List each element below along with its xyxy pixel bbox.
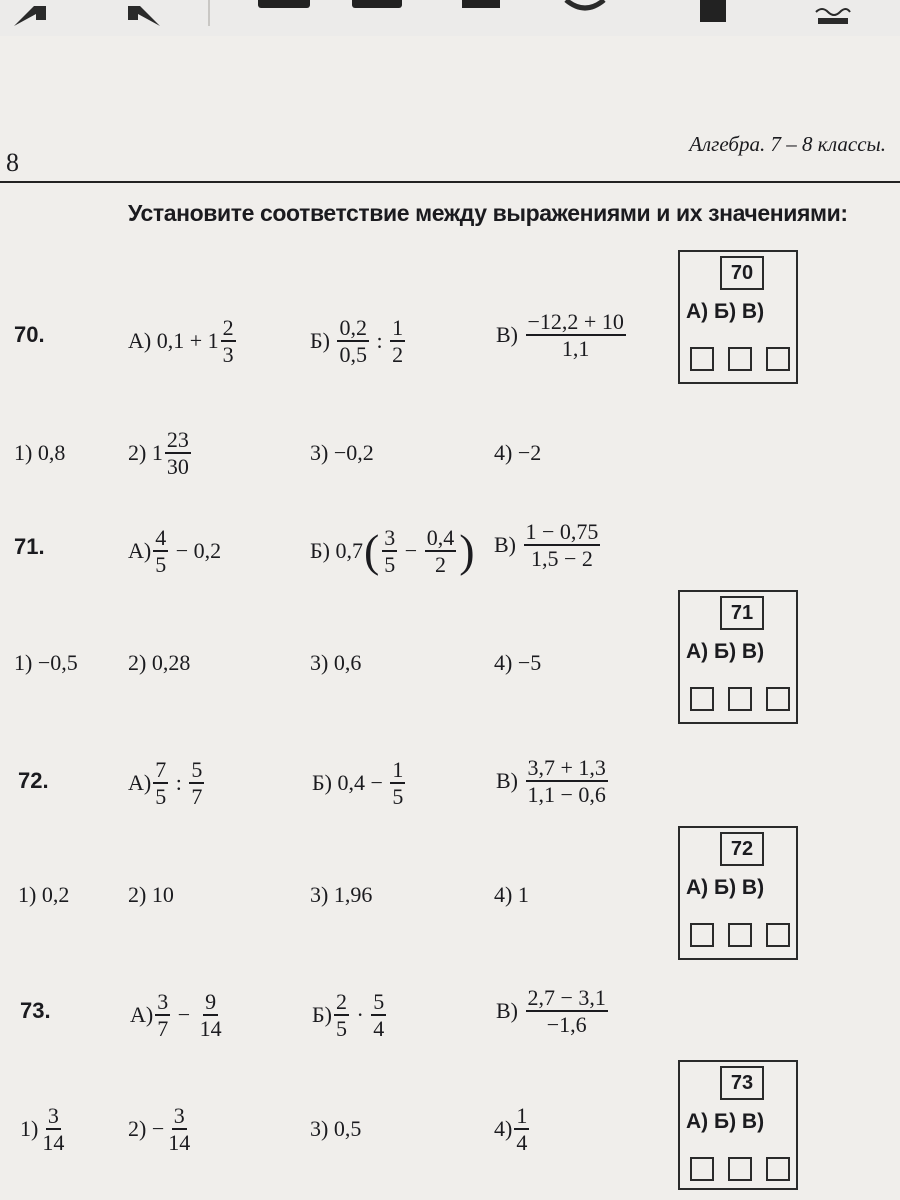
undo-icon[interactable] [6, 0, 56, 28]
answer-box-labels: А) Б) В) [686, 300, 765, 323]
fraction: $\frac{3}{5}$ [384, 524, 396, 577]
expression-a: А) 0,1 + 1 $\frac{2}{3}$ [128, 314, 234, 367]
answer-box-number: 71 [720, 596, 764, 630]
fraction: $\frac{3}{7}$ [157, 988, 169, 1041]
option-2: 2) − $\frac{3}{14}$ [128, 1102, 191, 1155]
fraction: $\frac{2,7 - 3,1}{-1,6}$ [527, 984, 606, 1037]
fraction: $\frac{7}{5}$ [155, 756, 167, 809]
answer-box [678, 1060, 798, 1190]
option-2: 2) 0,28 [128, 650, 191, 675]
expression-v: В) $\frac{1 - 0,75}{1,5 - 2}$ [494, 518, 599, 571]
answer-cell-v[interactable] [766, 347, 790, 371]
expression-a: А) $\frac{7}{5}$ : $\frac{5}{7}$ [128, 756, 203, 809]
option-3: 3) 0,5 [310, 1116, 362, 1141]
instruction-text: Установите соответствие между выражениями и их значениями: [128, 200, 848, 226]
fraction: $\frac{1}{2}$ [392, 314, 404, 367]
answer-options [14, 408, 541, 498]
fraction: $\frac{3,7 + 1,3}{1,1 - 0,6}$ [527, 754, 606, 807]
fraction: $\frac{3}{14}$ [168, 1102, 191, 1155]
fraction: $\frac{2}{5}$ [335, 988, 347, 1041]
fraction: $\frac{5}{7}$ [191, 756, 203, 809]
answer-box-number: 72 [720, 832, 764, 866]
expression-a: А) $\frac{4}{5}$ − 0,2 [128, 524, 222, 577]
fraction: $\frac{4}{5}$ [155, 524, 167, 577]
option-3: 3) −0,2 [310, 440, 374, 465]
fraction: $\frac{1}{5}$ [392, 756, 404, 809]
answer-box-labels: А) Б) В) [686, 640, 765, 663]
answer-cell-v[interactable] [766, 923, 790, 947]
expression-a: А) $\frac{3}{7}$ − $\frac{9}{14}$ [130, 988, 222, 1041]
answer-cell-b[interactable] [728, 687, 752, 711]
fraction: $\frac{-12,2 + 10}{1,1}$ [527, 308, 624, 361]
page-number: 8 [6, 148, 19, 177]
option-4: 4) −5 [494, 650, 542, 675]
fraction: $\frac{1 - 0,75}{1,5 - 2}$ [525, 518, 599, 571]
toolbar-line-tool[interactable] [258, 0, 310, 8]
option-1: 1) −0,5 [14, 650, 78, 675]
expression-b: Б) 0,4 − $\frac{1}{5}$ [312, 756, 404, 809]
option-3: 3) 1,96 [310, 882, 373, 907]
fraction: $\frac{23}{30}$ [166, 426, 189, 479]
expression-v: В) $\frac{2,7 - 3,1}{-1,6}$ [496, 984, 606, 1037]
toolbar-text-tool[interactable] [700, 0, 726, 22]
answer-box-labels: А) Б) В) [686, 876, 765, 899]
option-4: 4) 1 [494, 882, 529, 907]
option-3: 3) 0,6 [310, 650, 362, 675]
answer-options [14, 618, 541, 708]
toolbar-arrow-tool[interactable] [352, 0, 402, 8]
option-1: 1) 0,8 [14, 440, 66, 465]
fraction: $\frac{2}{3}$ [222, 314, 234, 367]
answer-box [678, 250, 798, 384]
header-rule [0, 181, 900, 183]
problem-number: 73. [20, 998, 51, 1023]
answer-cell-b[interactable] [728, 347, 752, 371]
answer-box [678, 590, 798, 724]
option-4: 4) −2 [494, 440, 542, 465]
answer-box-labels: А) Б) В) [686, 1110, 765, 1133]
answer-options [20, 1084, 531, 1174]
fraction: $\frac{1}{4}$ [516, 1102, 528, 1155]
answer-cell-b[interactable] [728, 1157, 752, 1181]
answer-cell-v[interactable] [766, 1157, 790, 1181]
problem-number: 71. [14, 534, 45, 559]
fraction: $\frac{0,2}{0,5}$ [339, 314, 367, 367]
answer-cell-a[interactable] [690, 687, 714, 711]
option-2: 2) 1 $\frac{23}{30}$ [128, 426, 189, 479]
option-1: 1) $\frac{3}{14}$ [20, 1102, 65, 1155]
answer-options [18, 850, 529, 940]
answer-cell-a[interactable] [690, 923, 714, 947]
answer-cell-b[interactable] [728, 923, 752, 947]
fraction: $\frac{3}{14}$ [42, 1102, 65, 1155]
toolbar [0, 0, 900, 36]
fraction: $\frac{5}{4}$ [373, 988, 385, 1041]
answer-cell-a[interactable] [690, 347, 714, 371]
toolbar-separator [208, 0, 210, 26]
expression-b: Б) 0,7 ( $\frac{3}{5}$ − $\frac{0,4}{2}$ ) [310, 524, 475, 577]
toolbar-highlight-tool[interactable] [812, 0, 852, 28]
answer-box-number: 73 [720, 1066, 764, 1100]
toolbar-rect-tool[interactable] [462, 0, 500, 8]
option-4: 4) $\frac{1}{4}$ [494, 1102, 528, 1155]
expression-v: В) $\frac{3,7 + 1,3}{1,1 - 0,6}$ [496, 754, 606, 807]
expression-b: Б) $\frac{0,2}{0,5}$ : $\frac{1}{2}$ [310, 314, 404, 367]
running-header: Алгебра. 7 – 8 классы. [689, 132, 886, 156]
expression-v: В) $\frac{-12,2 + 10}{1,1}$ [496, 308, 624, 361]
answer-box [678, 826, 798, 960]
expression-b: Б) $\frac{2}{5}$ · $\frac{5}{4}$ [312, 988, 385, 1041]
toolbar-ellipse-tool[interactable] [560, 0, 610, 28]
redo-icon[interactable] [118, 0, 168, 28]
problem-number: 72. [18, 768, 49, 793]
fraction: $\frac{9}{14}$ [199, 988, 222, 1041]
answer-box-number: 70 [720, 256, 764, 290]
answer-cell-a[interactable] [690, 1157, 714, 1181]
problem-number: 70. [14, 322, 45, 347]
answer-cell-v[interactable] [766, 687, 790, 711]
fraction: $\frac{0,4}{2}$ [426, 524, 455, 577]
option-1: 1) 0,2 [18, 882, 70, 907]
option-2: 2) 10 [128, 882, 174, 907]
